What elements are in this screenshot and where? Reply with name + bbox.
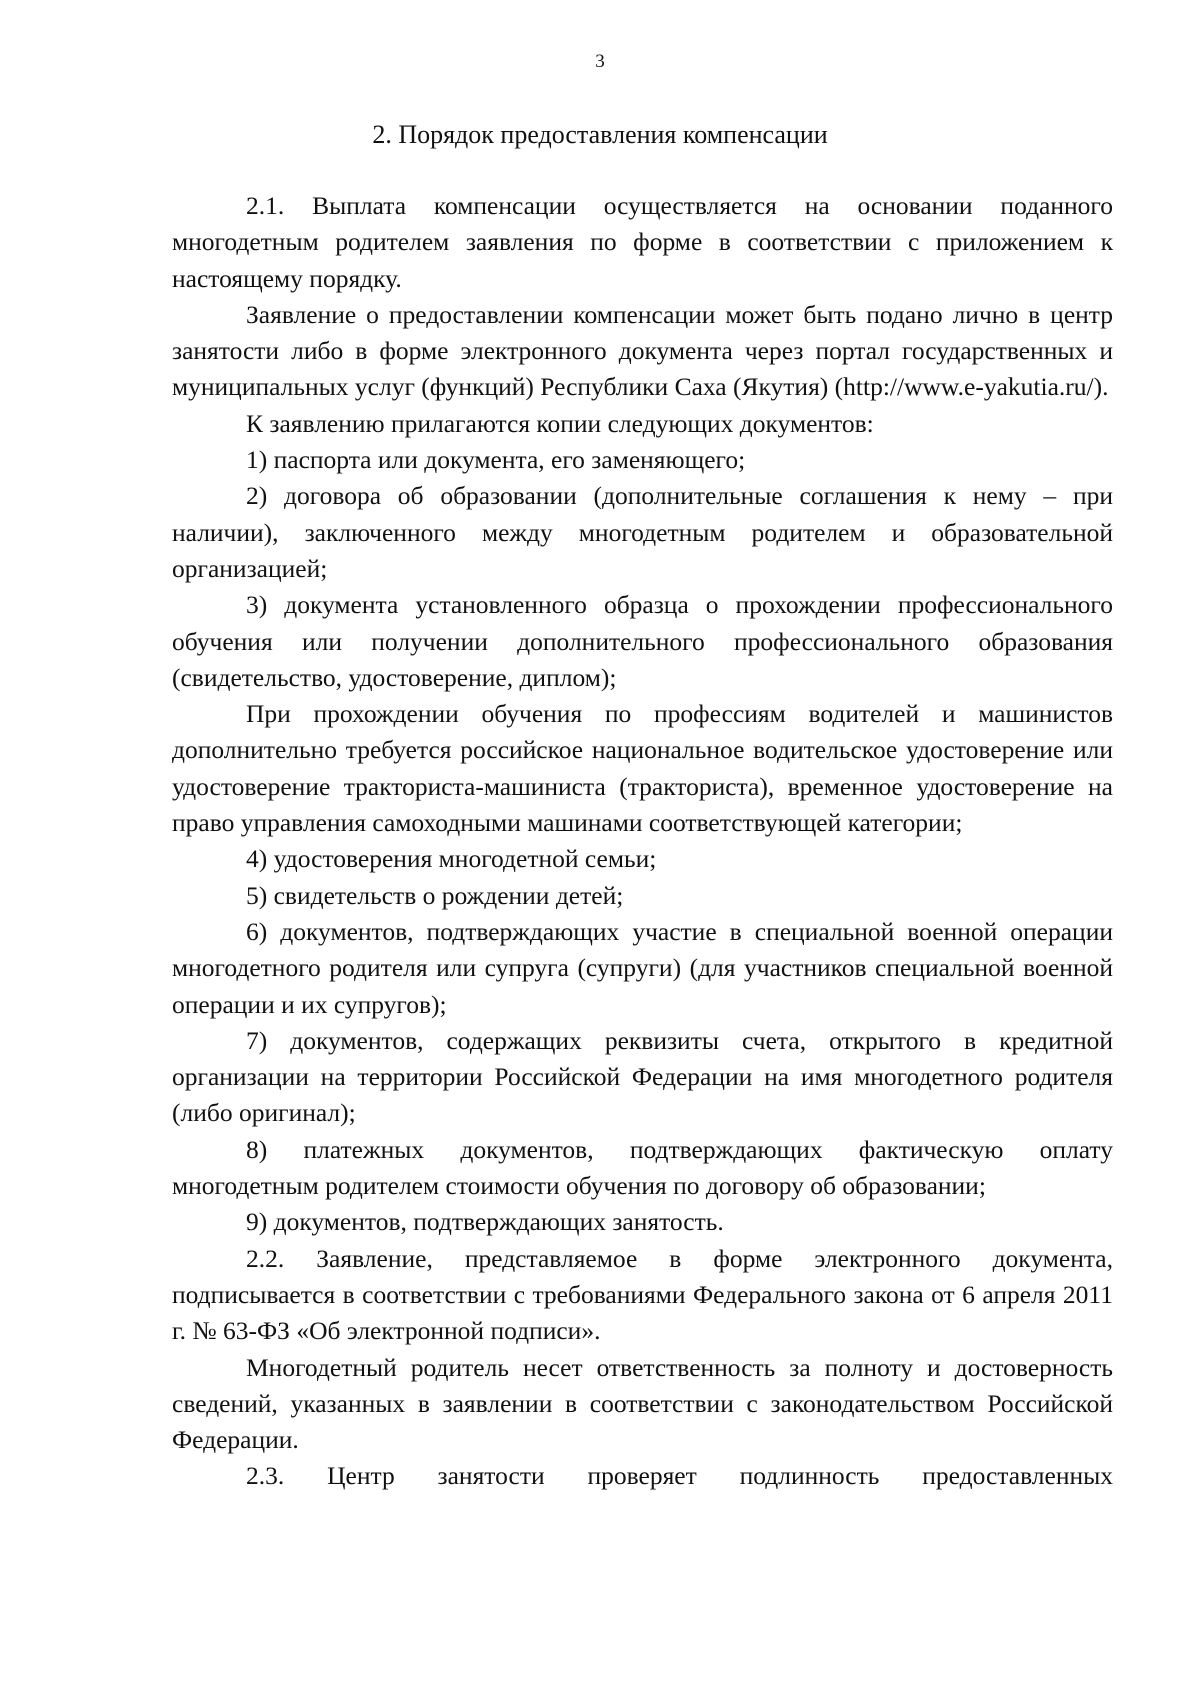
paragraph: 2.1. Выплата компенсации осуществляется на основании поданного многодетным родителем заявления по форме в соответствии с приложением к настоящему порядку. — [172, 191, 1113, 293]
paragraph: 2.2. Заявление, представляемое в форме электронного документа, подписывается в соответствии с требованиями Федерального закона от 6 апреля 2011 г. № 63-ФЗ «Об электронной подписи». — [172, 1243, 1113, 1346]
list-item: 1) паспорта или документа, его заменяющего; — [246, 445, 746, 475]
list-item: 5) свидетельств о рождении детей; — [246, 880, 624, 910]
list-item: 7) документов, содержащих реквизиты счета, открытого в кредитной организации на территории Российской Федерации на имя многодетного родителя (либо оригинал); — [172, 1025, 1113, 1128]
list-item: 2) договора об образовании (дополнительные соглашения к нему – при наличии), заключенного между многодетным родителем и образовательной организацией; — [172, 481, 1113, 583]
page-number: 3 — [595, 51, 605, 72]
list-item: 9) документов, подтверждающих занятость. — [246, 1207, 724, 1237]
list-item: 8) платежных документов, подтверждающих фактическую оплату многодетным родителем стоимости обучения по договору об образовании; — [172, 1134, 1113, 1201]
paragraph: 2.3. Центр занятости проверяет подлинность предоставленных — [246, 1461, 1113, 1491]
list-item: 4) удостоверения многодетной семьи; — [246, 844, 657, 874]
list-item: 6) документов, подтверждающих участие в специальной военной операции многодетного родителя или супруга (супруги) (для участников специальной военной операции и их супругов); — [172, 916, 1113, 1019]
paragraph: К заявлению прилагаются копии следующих документов: — [246, 408, 874, 438]
list-item: 3) документа установленного образца о прохождении профессионального обучения или получении дополнительного профессионального образования (свидетельство, удостоверение, диплом); — [172, 590, 1113, 692]
section-title: 2. Порядок предоставления компенсации — [372, 120, 828, 149]
paragraph: При прохождении обучения по профессиям водителей и машинистов дополнительно требуется российское национальное водительское удостоверение или удостоверение тракториста-машиниста (тракториста), временное удостоверение на право управления самоходными машинами соответствующей категории; — [172, 699, 1113, 838]
document-body — [172, 188, 1113, 1495]
paragraph: Заявление о предоставлении компенсации может быть подано лично в центр занятости либо в форме электронного документа через портал государственных и муниципальных услуг (функций) Республики Саха (Якутия) (http://www.e-yakutia.ru/). — [172, 299, 1113, 402]
paragraph: Многодетный родитель несет ответственность за полноту и достоверность сведений, указанных в заявлении в соответствии с законодательством Российской Федерации. — [172, 1352, 1113, 1455]
